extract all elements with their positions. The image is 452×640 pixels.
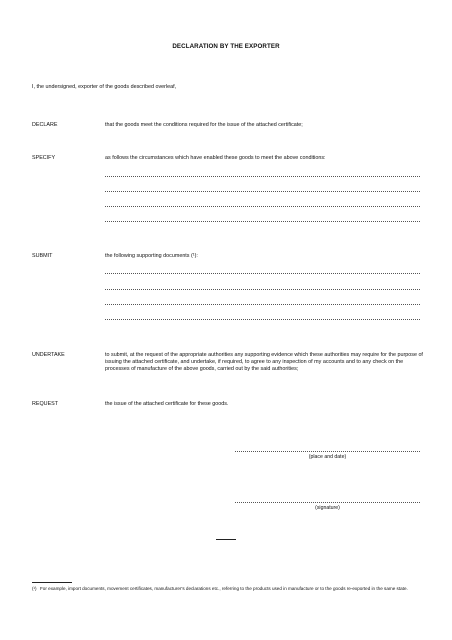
footnote bbox=[32, 586, 427, 592]
declare-label: DECLARE bbox=[32, 122, 58, 128]
declare-text: that the goods meet the conditions required for the issue of the attached certificate; bbox=[105, 122, 303, 128]
specify-line-2[interactable] bbox=[105, 191, 420, 192]
footnote-marker: (¹) bbox=[32, 586, 37, 591]
center-divider bbox=[216, 539, 236, 540]
undertake-text: to submit, at the request of the appropriate authorities any supporting evidence which these authorities may require for the purpose of issuing the attached certificate, and undertake, if required, to agree to any inspection of my accounts and to any check on the processes of manufacture of the above goods, carried out by the said authorities; bbox=[105, 352, 423, 372]
submit-line-1[interactable] bbox=[105, 273, 420, 274]
submit-label: SUBMIT bbox=[32, 253, 53, 259]
specify-line-4[interactable] bbox=[105, 221, 420, 222]
signature-caption: (signature) bbox=[315, 505, 340, 511]
intro-text: I, the undersigned, exporter of the goods described overleaf, bbox=[32, 84, 177, 90]
undertake-label: UNDERTAKE bbox=[32, 352, 65, 358]
submit-line-2[interactable] bbox=[105, 289, 420, 290]
place-date-caption: (place and date) bbox=[308, 454, 347, 460]
signature-line[interactable] bbox=[235, 502, 420, 503]
submit-line-4[interactable] bbox=[105, 319, 420, 320]
submit-line-3[interactable] bbox=[105, 304, 420, 305]
specify-line-1[interactable] bbox=[105, 176, 420, 177]
document-title: DECLARATION BY THE EXPORTER bbox=[172, 43, 280, 50]
request-label: REQUEST bbox=[32, 401, 59, 407]
specify-line-3[interactable] bbox=[105, 206, 420, 207]
footnote-text: For example, import documents, movement certificates, manufacturer's declarations etc., referring to the products used in manufacture or to the goods re-exported in the same state. bbox=[40, 586, 408, 591]
footnote-separator bbox=[32, 582, 72, 583]
specify-label: SPECIFY bbox=[32, 155, 56, 161]
submit-text: the following supporting documents (¹): bbox=[105, 253, 198, 259]
request-text: the issue of the attached certificate for these goods. bbox=[105, 401, 229, 407]
place-date-line[interactable] bbox=[235, 451, 420, 452]
specify-text: as follows the circumstances which have enabled these goods to meet the above conditions: bbox=[105, 155, 326, 161]
